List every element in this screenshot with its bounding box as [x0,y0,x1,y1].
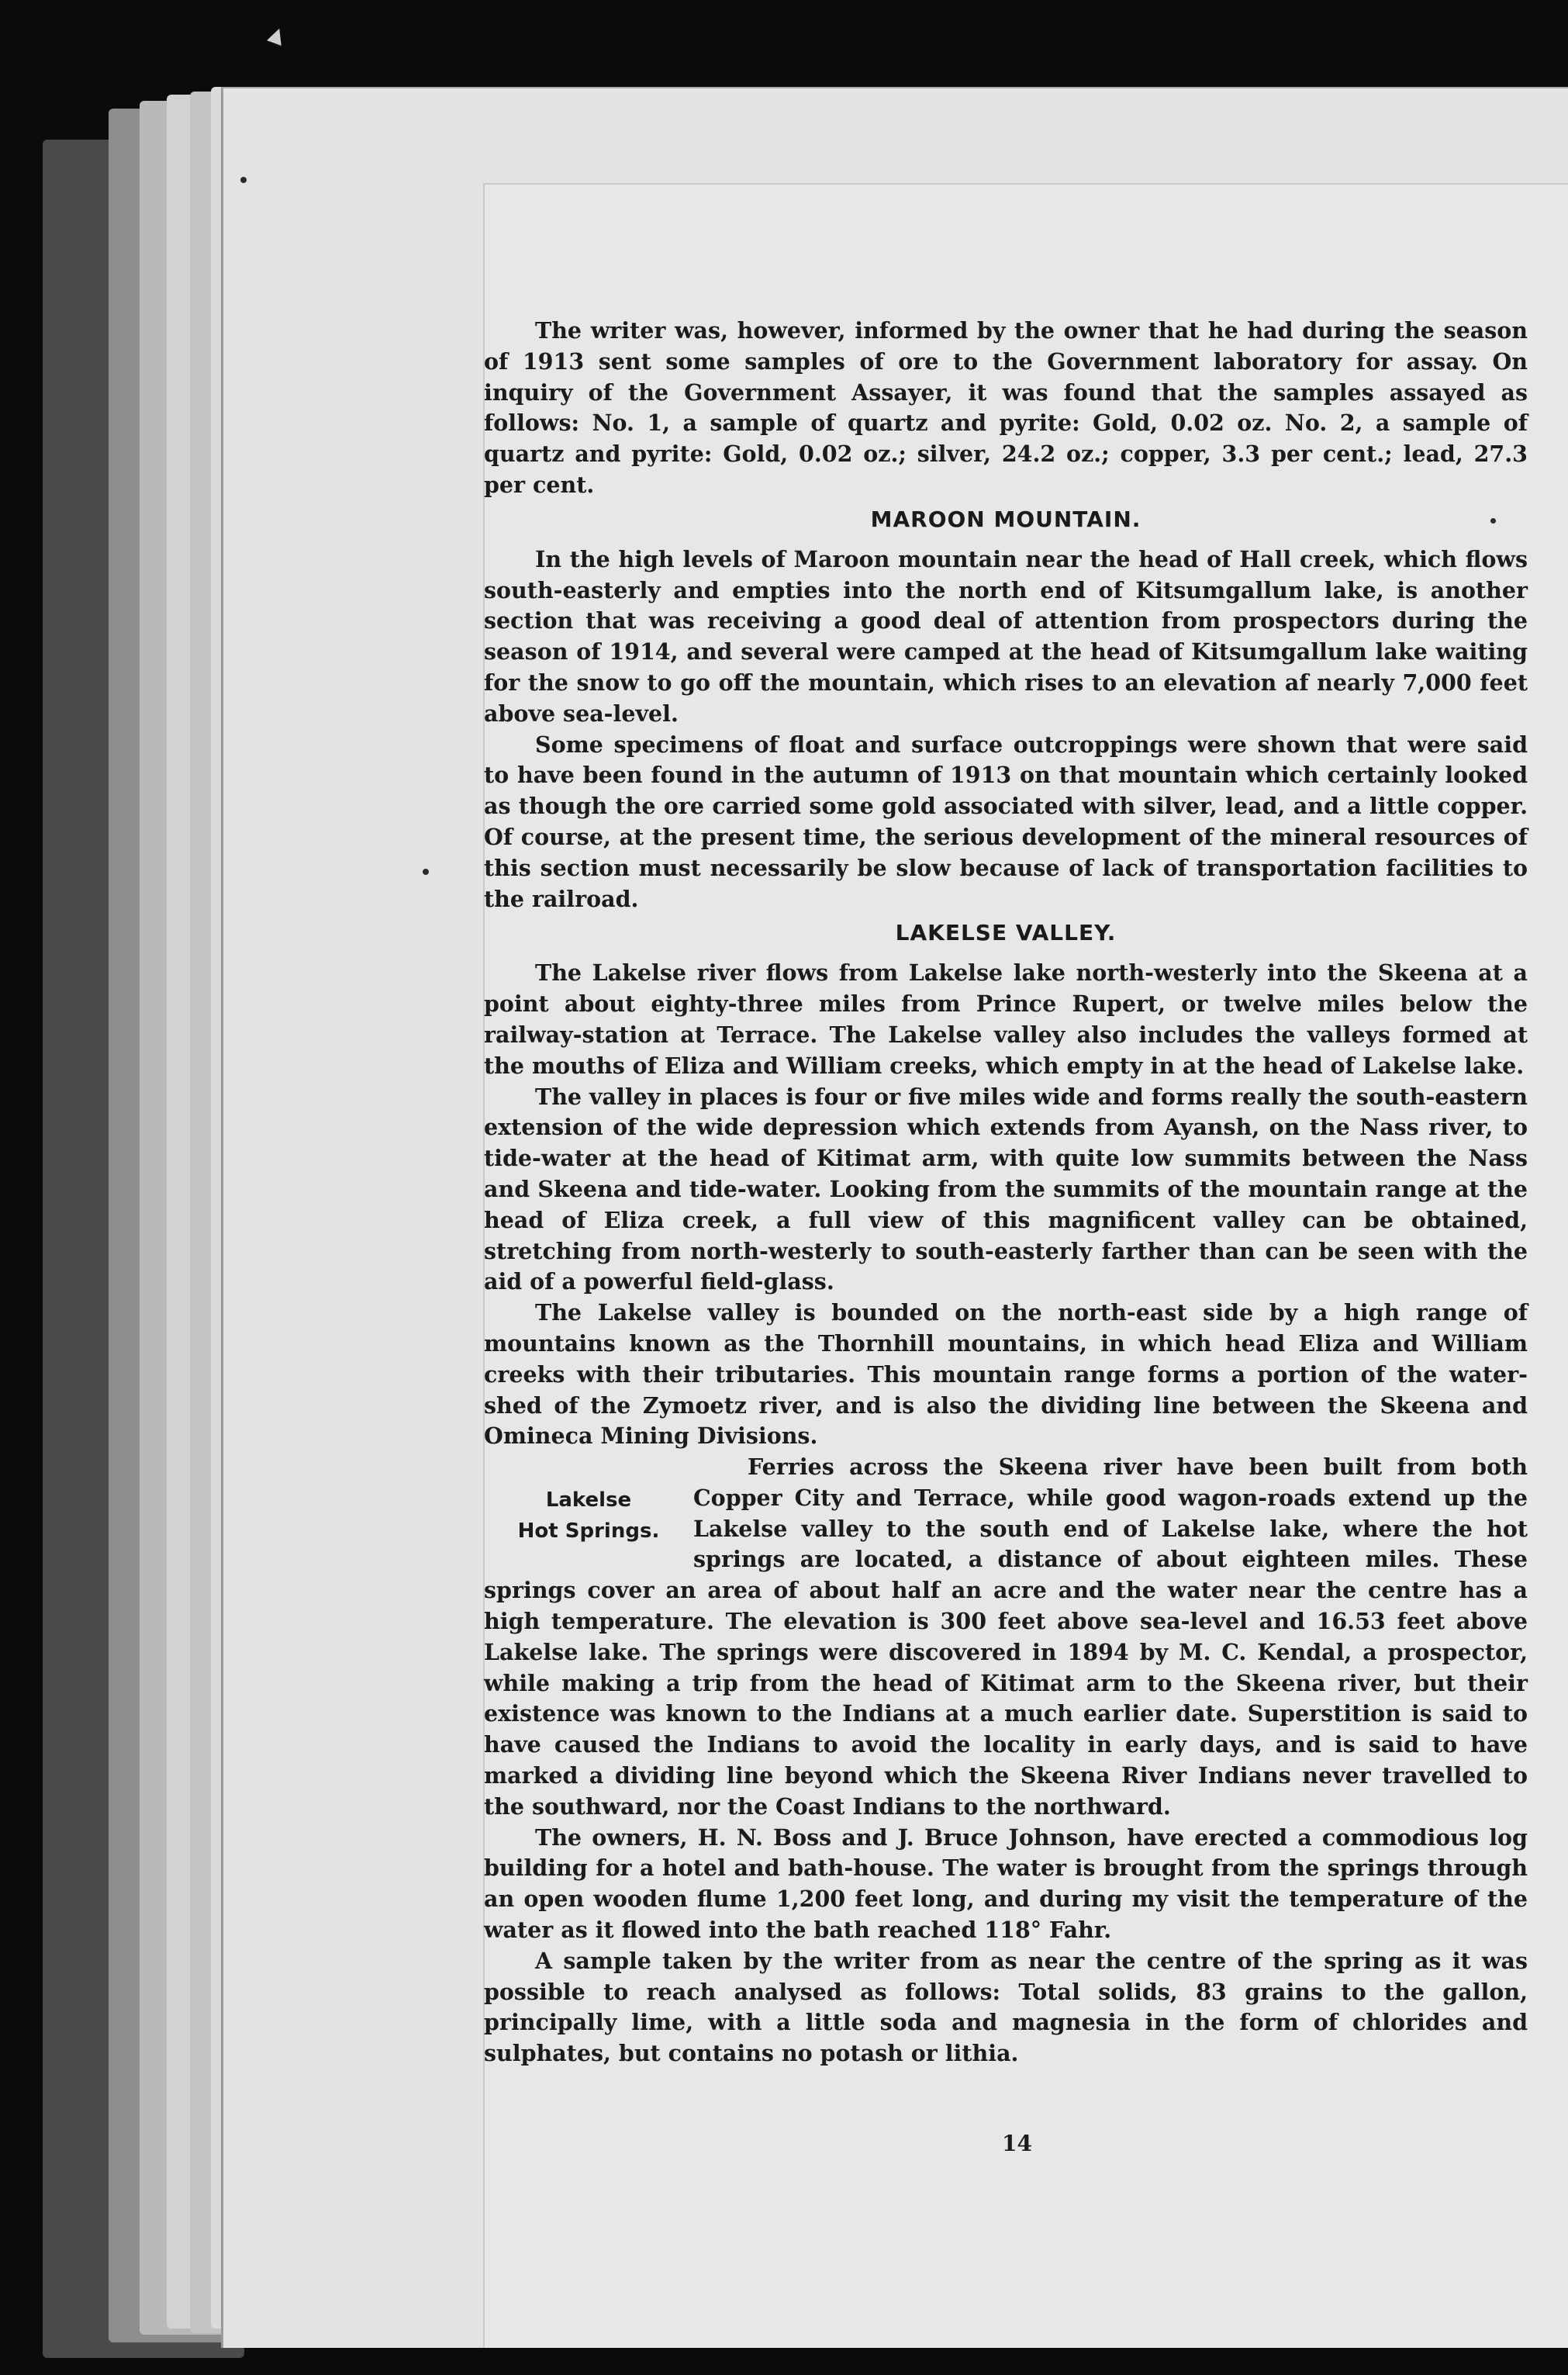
section-heading-lakelse-valley: LAKELSE VALLEY. [895,920,1117,946]
paragraph: The Lakelse valley is bounded on the north-east side by a high range of mountains known as the Thornhill mountains, in which head Eliza and William creeks with their tributaries. This mountain range forms a portion of the water-shed of the Zymoetz river, and is also the dividing line between the Skeena and Omineca Mining Divisions. [484,1299,1528,1450]
paragraph: The valley in places is four or five miles wide and forms really the south-eastern extension of the wide depression which extends from Ayansh, on the Nass river, to tide-water at the head of Kitimat arm, with quite low summits between the Nass and Skeena and tide-water. Looking from the summits of the mountain range at the head of Eliza creek, a full view of this magnificent valley can be obtained, stretching from north-westerly to south-easterly farther than can be seen with the aid of a powerful field-glass. [484,1083,1528,1295]
paragraph: Some specimens of float and surface outcroppings were shown that were said to have been found in the autumn of 1913 on that mountain which certainly looked as though the ore carried some gold associated with silver, lead, and a little copper. Of course, at the present time, the serious development of the mineral resources of this section must necessarily be slow because of lack of transportation facilities to the railroad. [484,731,1528,912]
paragraph: The writer was, however, informed by the owner that he had during the season of 1913 sent some samples of ore to the Government laboratory for assay. On inquiry of the Government Assayer, it was found that the samples assayed as follows: No. 1, a sample of quartz and pyrite: Gold, 0.02 oz. No. 2, a sample of quartz and pyrite: Gold, 0.02 oz.; silver, 24.2 oz.; copper, 3.3 per cent.; lead, 27.3 per cent. [484,317,1528,498]
section-heading-maroon-mountain: MAROON MOUNTAIN. [870,506,1141,532]
speck [240,177,247,183]
paragraph: The Lakelse river flows from Lakelse lake north-westerly into the Skeena at a point about eighty-three miles from Prince Rupert, or twelve miles below the railway-station at Terrace. The Lakelse valley also includes the valleys formed at the mouths of Eliza and William creeks, which empty in at the head of Lakelse lake. [484,959,1528,1079]
paragraph: The owners, H. N. Boss and J. Bruce Johnson, have erected a commodious log building for a hotel and bath-house. The water is brought from the springs through an open wooden flume 1,200 feet long, and during my visit the temperature of the water as it flowed into the bath reached 118° Fahr. [484,1824,1528,1944]
paragraph: Ferries across the Skeena river have been built from both Copper City and Terrace, while good wagon-roads extend up the Lakelse valley to the south end of Lakelse lake, where the hot springs are located, a distance of about eighteen miles. These springs cover an area of about half an acre and the water near the centre has a high temperature. The elevation is 300 feet above sea-level and 16.53 feet above Lakelse lake. The springs were discovered in 1894 by M. C. Kendal, a prospector, while making a trip from the head of Kitimat arm to the Skeena river, but their existence was known to the Indians at a much earlier date. Superstition is said to have caused the Indians to avoid the locality in early days, and is said to have marked a dividing line beyond which the Skeena River Indians never travelled to the southward, nor the Coast Indians to the northward. [484,1454,1528,1820]
paragraph: In the high levels of Maroon mountain near the head of Hall creek, which flows south-easterly and empties into the north end of Kitsumgallum lake, is another section that was receiving a good deal of attention from prospectors during the season of 1914, and several were camped at the head of Kitsumgallum lake waiting for the snow to go off the mountain, which rises to an elevation af nearly 7,000 feet above sea-level. [484,545,1528,727]
speck [423,869,429,875]
arrow-mark-icon: ▲ [265,21,288,49]
sidenote-line: Lakelse [545,1488,632,1512]
sidenote-line: Hot Springs. [517,1519,660,1544]
page-text-column [484,316,1528,2069]
marginal-sidenote [484,1485,693,1547]
page-number: 14 [1002,2131,1032,2156]
paragraph: A sample taken by the writer from as near the centre of the spring as it was possible to reach analysed as follows: Total solids, 83 grains to the gallon, principally lime, with a little soda and magnesia in the form of chlorides and sulphates, but contains no potash or lithia. [484,1947,1528,2067]
hot-springs-block [484,1452,1528,2069]
